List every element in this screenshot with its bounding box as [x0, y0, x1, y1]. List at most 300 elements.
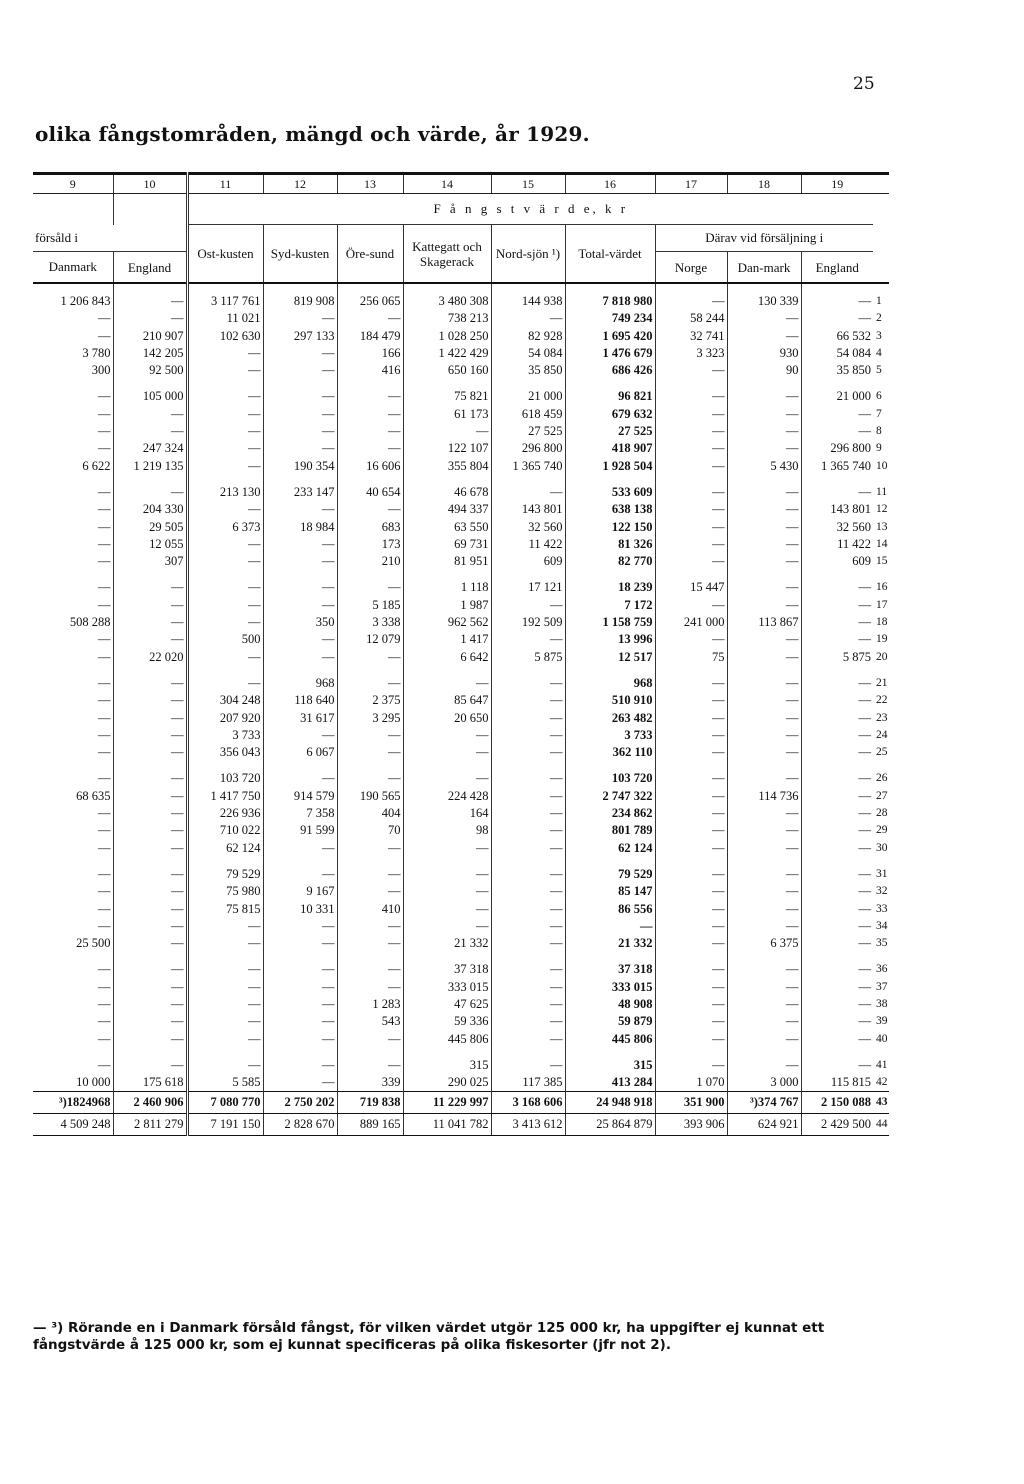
table-cell: —	[727, 883, 801, 900]
table-cell: —	[858, 936, 871, 951]
row-number: 42	[876, 1076, 888, 1089]
table-cell: —	[858, 727, 871, 742]
table-cell: 710 022	[187, 822, 263, 839]
table-cell: —	[403, 675, 491, 692]
table-cell: —	[337, 675, 403, 692]
table-cell: —	[727, 328, 801, 345]
table-cell: 11 229 997	[403, 1092, 491, 1114]
table-cell: 356 043	[187, 744, 263, 761]
table-cell: 355 804	[403, 458, 491, 475]
table-cell: —	[655, 440, 727, 457]
table-cell: —	[655, 675, 727, 692]
table-cell: 1 070	[655, 1074, 727, 1092]
table-cell: 54 084	[836, 345, 871, 360]
table-cell: 20 650	[403, 710, 491, 727]
table-cell: 90	[727, 362, 801, 379]
column-number: 13	[337, 174, 403, 194]
table-cell: 3 480 308	[403, 293, 491, 310]
table-cell: —	[655, 996, 727, 1013]
table-cell: —	[491, 918, 565, 935]
table-cell: 175 618	[113, 1074, 187, 1092]
table-cell: —	[337, 1031, 403, 1048]
table-cell: 22 020	[113, 649, 187, 666]
row-number: 27	[876, 789, 888, 802]
table-cell: 494 337	[403, 501, 491, 518]
table-cell: 1 158 759	[565, 614, 655, 631]
table-cell: —	[187, 440, 263, 457]
table-cell: —	[263, 935, 337, 952]
table-cell: 2 375	[337, 692, 403, 709]
table-row	[33, 935, 889, 952]
table-cell: 25 500	[33, 935, 113, 952]
row-number: 24	[876, 728, 888, 741]
table-cell: —	[337, 979, 403, 996]
table-cell: 37 318	[403, 961, 491, 978]
table-row	[33, 553, 889, 570]
table-cell: —	[33, 710, 113, 727]
header-england-2: England	[801, 252, 873, 284]
table-cell: 5 185	[337, 597, 403, 614]
table-row	[33, 388, 889, 405]
table-cell: —	[33, 388, 113, 405]
group-spacer	[33, 570, 889, 579]
table-cell: —	[655, 788, 727, 805]
row-number: 14	[876, 537, 888, 550]
table-row	[33, 961, 889, 978]
table-cell: —	[33, 579, 113, 596]
table-cell: —	[263, 345, 337, 362]
table-cell: 226 936	[187, 805, 263, 822]
table-cell: —	[187, 1057, 263, 1074]
table-cell: —	[113, 1013, 187, 1030]
table-cell: 37 318	[565, 961, 655, 978]
table-cell: 1 283	[337, 996, 403, 1013]
table-cell: —	[33, 883, 113, 900]
table-cell: —	[727, 406, 801, 423]
table-cell: —	[655, 979, 727, 996]
table-cell: —	[33, 675, 113, 692]
table-cell: —	[491, 883, 565, 900]
table-cell: —	[113, 310, 187, 327]
row-number: 3	[876, 329, 882, 342]
table-cell: —	[337, 579, 403, 596]
table-cell: 393 906	[655, 1114, 727, 1136]
table-cell: 418 907	[565, 440, 655, 457]
table-cell: —	[337, 1057, 403, 1074]
table-cell: —	[403, 727, 491, 744]
table-cell: —	[655, 1057, 727, 1074]
table-cell: 68 635	[33, 788, 113, 805]
table-cell: —	[727, 710, 801, 727]
table-cell: 7 080 770	[187, 1092, 263, 1114]
row-number: 19	[876, 633, 888, 646]
table-cell: —	[655, 536, 727, 553]
table-cell: —	[858, 823, 871, 838]
table-cell: —	[33, 866, 113, 883]
table-cell: 143 801	[491, 501, 565, 518]
row-number: 32	[876, 885, 888, 898]
table-cell: —	[491, 1031, 565, 1048]
table-cell: —	[263, 406, 337, 423]
row-number: 15	[876, 555, 888, 568]
table-cell: —	[113, 805, 187, 822]
table-cell: —	[263, 1031, 337, 1048]
table-cell: —	[113, 918, 187, 935]
table-cell: —	[113, 423, 187, 440]
table-cell: —	[655, 406, 727, 423]
table-cell: 738 213	[403, 310, 491, 327]
table-cell: —	[858, 996, 871, 1011]
table-cell: 445 806	[403, 1031, 491, 1048]
table-cell: 1 476 679	[565, 345, 655, 362]
table-cell: 3 000	[727, 1074, 801, 1092]
table-row	[33, 406, 889, 423]
table-cell: —	[655, 935, 727, 952]
table-cell: —	[655, 293, 727, 310]
table-row	[33, 614, 889, 631]
table-cell: —	[263, 310, 337, 327]
row-number: 8	[876, 425, 882, 438]
table-cell: 1 422 429	[403, 345, 491, 362]
table-cell: 40 654	[337, 484, 403, 501]
table-cell: —	[727, 649, 801, 666]
table-cell: —	[33, 1057, 113, 1074]
table-cell: —	[858, 675, 871, 690]
table-cell: 6 642	[403, 649, 491, 666]
table-row	[33, 1031, 889, 1048]
table-cell: —	[491, 727, 565, 744]
table-cell: —	[113, 996, 187, 1013]
table-cell: 3 733	[187, 727, 263, 744]
row-number: 13	[876, 520, 888, 533]
table-cell: 11 021	[187, 310, 263, 327]
table-row	[33, 649, 889, 666]
table-row	[33, 631, 889, 648]
table-cell: 82 928	[491, 328, 565, 345]
table-cell: —	[33, 979, 113, 996]
table-cell: 333 015	[403, 979, 491, 996]
table-cell: 27 525	[565, 423, 655, 440]
table-cell: 1 365 740	[491, 458, 565, 475]
table-cell: —	[187, 345, 263, 362]
table-cell: —	[727, 996, 801, 1013]
table-cell: 3 117 761	[187, 293, 263, 310]
table-cell: 5 430	[727, 458, 801, 475]
table-cell: —	[655, 692, 727, 709]
table-cell: 6 622	[33, 458, 113, 475]
table-cell: 75 815	[187, 901, 263, 918]
table-cell: —	[263, 727, 337, 744]
table-cell: 46 678	[403, 484, 491, 501]
table-cell: —	[337, 406, 403, 423]
table-cell: —	[655, 423, 727, 440]
table-cell: —	[858, 979, 871, 994]
table-cell: 207 920	[187, 710, 263, 727]
table-cell: 1 417	[403, 631, 491, 648]
table-row	[33, 901, 889, 918]
table-cell: 15 447	[655, 579, 727, 596]
table-cell: 105 000	[113, 388, 187, 405]
table-row	[33, 727, 889, 744]
table-cell: —	[491, 631, 565, 648]
table-cell: —	[727, 692, 801, 709]
table-row	[33, 883, 889, 900]
table-cell: —	[655, 388, 727, 405]
table-cell: 247 324	[113, 440, 187, 457]
table-cell: 307	[113, 553, 187, 570]
header-danmark: Danmark	[33, 252, 113, 284]
table-cell: —	[655, 961, 727, 978]
group-spacer	[33, 666, 889, 675]
table-cell: —	[113, 935, 187, 952]
table-cell: ³)374 767	[727, 1092, 801, 1114]
table-cell: 98	[403, 822, 491, 839]
table-cell: —	[491, 979, 565, 996]
table-cell: 6 375	[727, 935, 801, 952]
table-cell: 66 532	[836, 328, 871, 343]
table-cell: 914 579	[263, 788, 337, 805]
table-cell: —	[187, 649, 263, 666]
table-cell: —	[655, 1031, 727, 1048]
table-cell: —	[491, 822, 565, 839]
table-cell: —	[655, 918, 727, 935]
table-cell: —	[113, 1057, 187, 1074]
row-number: 4	[876, 346, 882, 359]
table-cell: —	[337, 840, 403, 857]
table-cell: —	[33, 744, 113, 761]
table-cell: —	[187, 935, 263, 952]
row-number: 10	[876, 459, 888, 472]
table-cell: —	[263, 866, 337, 883]
fish-value-table	[33, 172, 889, 1136]
table-cell: 7 191 150	[187, 1114, 263, 1136]
table-cell: —	[655, 840, 727, 857]
table-cell: —	[187, 918, 263, 935]
table-cell: 9 167	[263, 883, 337, 900]
table-cell: 25 864 879	[565, 1114, 655, 1136]
table-cell: —	[263, 979, 337, 996]
row-number: 9	[876, 442, 882, 455]
table-cell: —	[263, 388, 337, 405]
group-spacer	[33, 952, 889, 961]
group-spacer	[33, 475, 889, 484]
table-cell: 103 720	[187, 770, 263, 787]
table-cell: —	[113, 692, 187, 709]
table-cell: —	[187, 675, 263, 692]
row-number: 6	[876, 390, 882, 403]
table-cell: 82 770	[565, 553, 655, 570]
table-cell: 413 284	[565, 1074, 655, 1092]
table-cell: —	[565, 918, 655, 935]
table-cell: 930	[727, 345, 801, 362]
table-cell: 297 133	[263, 328, 337, 345]
table-cell: —	[655, 822, 727, 839]
table-cell: 173	[337, 536, 403, 553]
table-row	[33, 805, 889, 822]
table-cell: 2 750 202	[263, 1092, 337, 1114]
row-number: 30	[876, 841, 888, 854]
table-cell: 683	[337, 519, 403, 536]
table-cell: 1 206 843	[33, 293, 113, 310]
header-ostkusten: Ost-kusten	[187, 225, 263, 284]
table-cell: —	[491, 770, 565, 787]
table-cell: 114 736	[727, 788, 801, 805]
table-cell: —	[858, 918, 871, 933]
table-cell: 263 482	[565, 710, 655, 727]
table-cell: —	[655, 597, 727, 614]
table-cell: 362 110	[565, 744, 655, 761]
table-cell: —	[113, 710, 187, 727]
table-cell: —	[727, 961, 801, 978]
table-cell: —	[187, 501, 263, 518]
table-cell: —	[858, 1031, 871, 1046]
header-danmark-2: Dan-mark	[727, 252, 801, 284]
table-cell: 21 000	[836, 389, 871, 404]
table-cell: —	[403, 423, 491, 440]
table-cell: 296 800	[830, 441, 871, 456]
table-cell: —	[113, 901, 187, 918]
table-cell: 233 147	[263, 484, 337, 501]
table-cell: —	[727, 597, 801, 614]
table-cell: 103 720	[565, 770, 655, 787]
table-row	[33, 423, 889, 440]
table-cell: —	[33, 805, 113, 822]
table-cell: 7 172	[565, 597, 655, 614]
header-sydkusten: Syd-kusten	[263, 225, 337, 284]
table-cell: 6 373	[187, 519, 263, 536]
row-number: 37	[876, 980, 888, 993]
fish-value-table-wrapper	[33, 172, 889, 1136]
table-cell: —	[33, 727, 113, 744]
row-number: 1	[876, 295, 882, 307]
table-cell: —	[187, 579, 263, 596]
table-cell: —	[33, 310, 113, 327]
table-cell: 213 130	[187, 484, 263, 501]
table-cell: 719 838	[337, 1092, 403, 1114]
table-cell: —	[263, 362, 337, 379]
table-cell: —	[263, 996, 337, 1013]
table-cell: —	[727, 805, 801, 822]
table-cell: 256 065	[337, 293, 403, 310]
table-cell: 533 609	[565, 484, 655, 501]
table-cell: —	[113, 293, 187, 310]
table-cell: —	[655, 727, 727, 744]
table-cell: 1 219 135	[113, 458, 187, 475]
table-cell: 609	[491, 553, 565, 570]
row-number: 33	[876, 902, 888, 915]
table-cell: —	[337, 423, 403, 440]
table-cell: —	[655, 553, 727, 570]
table-cell: 638 138	[565, 501, 655, 518]
table-cell: 54 084	[491, 345, 565, 362]
table-cell: —	[727, 1031, 801, 1048]
table-cell: —	[491, 866, 565, 883]
table-cell: 35 850	[491, 362, 565, 379]
table-cell: 624 921	[727, 1114, 801, 1136]
table-cell: —	[113, 961, 187, 978]
table-row	[33, 362, 889, 379]
table-cell: 510 910	[565, 692, 655, 709]
total-row	[33, 1092, 889, 1114]
table-cell: 142 205	[113, 345, 187, 362]
table-cell: 122 107	[403, 440, 491, 457]
header-england: England	[113, 252, 187, 284]
row-number: 18	[876, 616, 888, 629]
table-cell: —	[187, 388, 263, 405]
group-spacer	[33, 1048, 889, 1057]
table-cell: —	[858, 424, 871, 439]
table-cell: 27 525	[491, 423, 565, 440]
table-cell: 75 980	[187, 883, 263, 900]
table-cell: —	[858, 901, 871, 916]
table-cell: 11 041 782	[403, 1114, 491, 1136]
table-cell: —	[403, 744, 491, 761]
table-cell: —	[33, 961, 113, 978]
table-cell: —	[655, 519, 727, 536]
table-cell: —	[858, 745, 871, 760]
table-cell: 3 323	[655, 345, 727, 362]
table-cell: —	[727, 866, 801, 883]
table-cell: 333 015	[565, 979, 655, 996]
table-cell: —	[858, 311, 871, 326]
row-number: 34	[876, 919, 888, 932]
table-cell: —	[491, 788, 565, 805]
table-row	[33, 519, 889, 536]
table-cell: —	[337, 649, 403, 666]
table-cell: —	[187, 536, 263, 553]
column-number-row	[33, 174, 889, 194]
table-cell: —	[491, 1057, 565, 1074]
table-cell: 2 828 670	[263, 1114, 337, 1136]
table-cell: —	[113, 614, 187, 631]
table-cell: 21 332	[565, 935, 655, 952]
table-cell: 12 055	[113, 536, 187, 553]
table-cell: —	[491, 675, 565, 692]
table-cell: —	[337, 961, 403, 978]
table-cell: —	[727, 918, 801, 935]
table-cell: —	[403, 883, 491, 900]
table-cell: —	[263, 423, 337, 440]
row-number: 2	[876, 312, 882, 325]
table-cell: —	[858, 615, 871, 630]
footnote: — ³) Rörande en i Danmark försåld fångst, för vilken värdet utgör 125 000 kr, ha uppgifter ej kunnat ett fångstvärde å 125 000 kr, som ej kunnat specificeras på olika fiskesorter (jfr not 2).	[33, 1320, 825, 1353]
table-cell: —	[337, 770, 403, 787]
table-cell: —	[337, 727, 403, 744]
table-cell: —	[187, 961, 263, 978]
table-row	[33, 293, 889, 310]
table-cell: 85 647	[403, 692, 491, 709]
table-cell: —	[727, 310, 801, 327]
page-number: 25	[853, 74, 875, 94]
table-cell: —	[655, 362, 727, 379]
table-cell: 166	[337, 345, 403, 362]
column-number: 11	[187, 174, 263, 194]
table-cell: 351 900	[655, 1092, 727, 1114]
table-row	[33, 788, 889, 805]
table-cell: 290 025	[403, 1074, 491, 1092]
table-cell: —	[263, 553, 337, 570]
table-cell: 339	[337, 1074, 403, 1092]
table-cell: 91 599	[263, 822, 337, 839]
table-cell: —	[33, 536, 113, 553]
row-number: 12	[876, 503, 888, 516]
table-row	[33, 597, 889, 614]
table-cell: 81 951	[403, 553, 491, 570]
table-row	[33, 979, 889, 996]
table-cell: —	[113, 631, 187, 648]
table-cell: 81 326	[565, 536, 655, 553]
table-cell: —	[263, 649, 337, 666]
